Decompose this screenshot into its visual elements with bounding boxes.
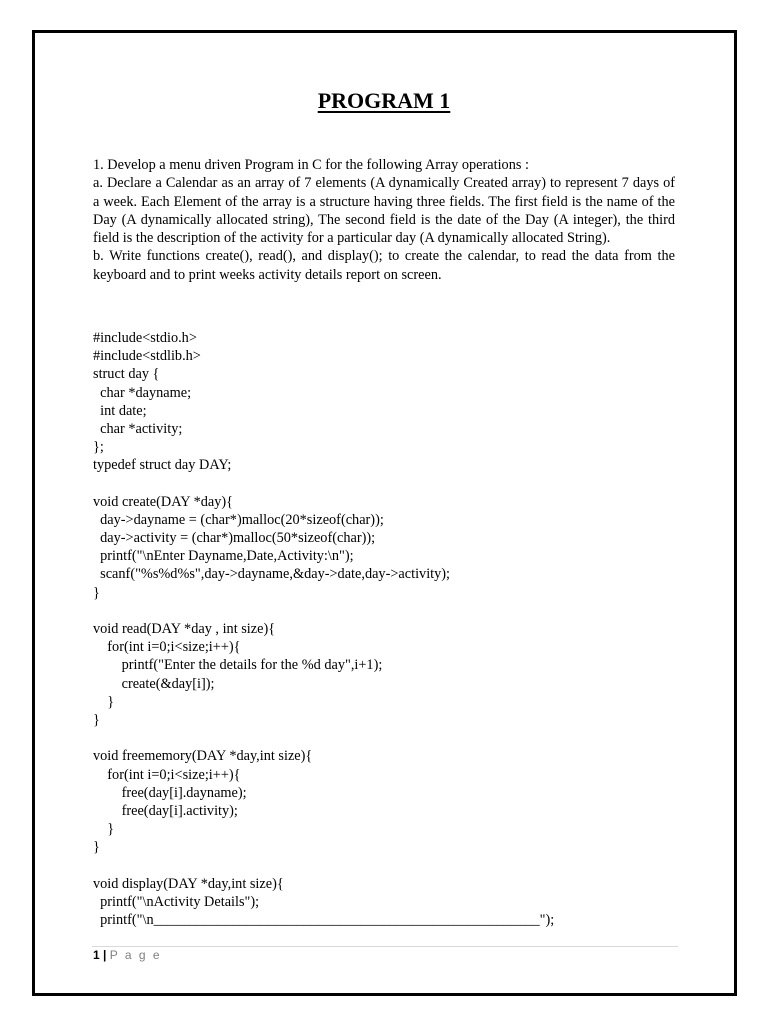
code-line: printf("Enter the details for the %d day",i+1); xyxy=(93,657,383,674)
code-line: typedef struct day DAY; xyxy=(93,457,232,474)
code-line xyxy=(93,602,693,620)
problem-part-b: b. Write functions create(), read(), and display(); to create the calendar, to read the data from the keyboard and to print weeks activity details report on screen. xyxy=(93,248,675,283)
code-line: for(int i=0;i<size;i++){ xyxy=(93,766,241,783)
code-line: } xyxy=(93,711,100,728)
code-listing xyxy=(93,329,693,929)
problem-part-a: a. Declare a Calendar as an array of 7 elements (A dynamically Created array) to represent 7 days of a week. Each Element of the array is a structure having three fields. The first field is the name of the Day (A dynamically allocated string), The second field is the date of the Day (A integer), the third field is the description of the activity for a particular day (A dynamically allocated String). xyxy=(93,175,675,247)
code-line: }; xyxy=(93,439,104,456)
code-line xyxy=(93,729,693,747)
page-title: PROGRAM 1 xyxy=(317,88,451,113)
code-line: char *dayname; xyxy=(93,384,192,401)
problem-statement xyxy=(93,156,675,284)
code-line: void display(DAY *day,int size){ xyxy=(93,875,284,892)
code-line: day->activity = (char*)malloc(50*sizeof(char)); xyxy=(93,530,376,547)
code-line: } xyxy=(93,584,100,601)
code-line: scanf("%s%d%s",day->dayname,&day->date,day->activity); xyxy=(93,566,451,583)
code-line xyxy=(93,856,693,874)
code-line: void create(DAY *day){ xyxy=(93,493,233,510)
code-line: printf("\nEnter Dayname,Date,Activity:\n"); xyxy=(93,548,354,565)
code-line xyxy=(93,475,693,493)
code-line: free(day[i].dayname); xyxy=(93,784,247,801)
footer-separator: | xyxy=(103,948,107,962)
code-line: #include<stdio.h> xyxy=(93,330,197,346)
code-line: for(int i=0;i<size;i++){ xyxy=(93,639,241,656)
code-line: void read(DAY *day , int size){ xyxy=(93,621,276,637)
code-line: char *activity; xyxy=(93,420,183,437)
code-line: create(&day[i]); xyxy=(93,675,215,692)
page-footer xyxy=(93,948,162,962)
problem-line: 1. Develop a menu driven Program in C for the following Array operations : xyxy=(93,157,529,173)
page-label: P a g e xyxy=(109,948,162,962)
code-line: struct day { xyxy=(93,366,160,383)
code-line: } xyxy=(93,821,115,838)
code-line: day->dayname = (char*)malloc(20*sizeof(char)); xyxy=(93,511,384,528)
code-line: printf("\n______________________________________________________"); xyxy=(93,912,555,928)
code-line: } xyxy=(93,839,100,856)
page-number: 1 xyxy=(93,948,100,962)
code-line: free(day[i].activity); xyxy=(93,802,238,819)
code-line: int date; xyxy=(93,402,147,419)
code-line: #include<stdlib.h> xyxy=(93,348,201,365)
code-line: } xyxy=(93,693,115,710)
footer-divider xyxy=(92,946,678,947)
code-line: void freememory(DAY *day,int size){ xyxy=(93,748,313,765)
code-line: printf("\nActivity Details"); xyxy=(93,893,260,910)
